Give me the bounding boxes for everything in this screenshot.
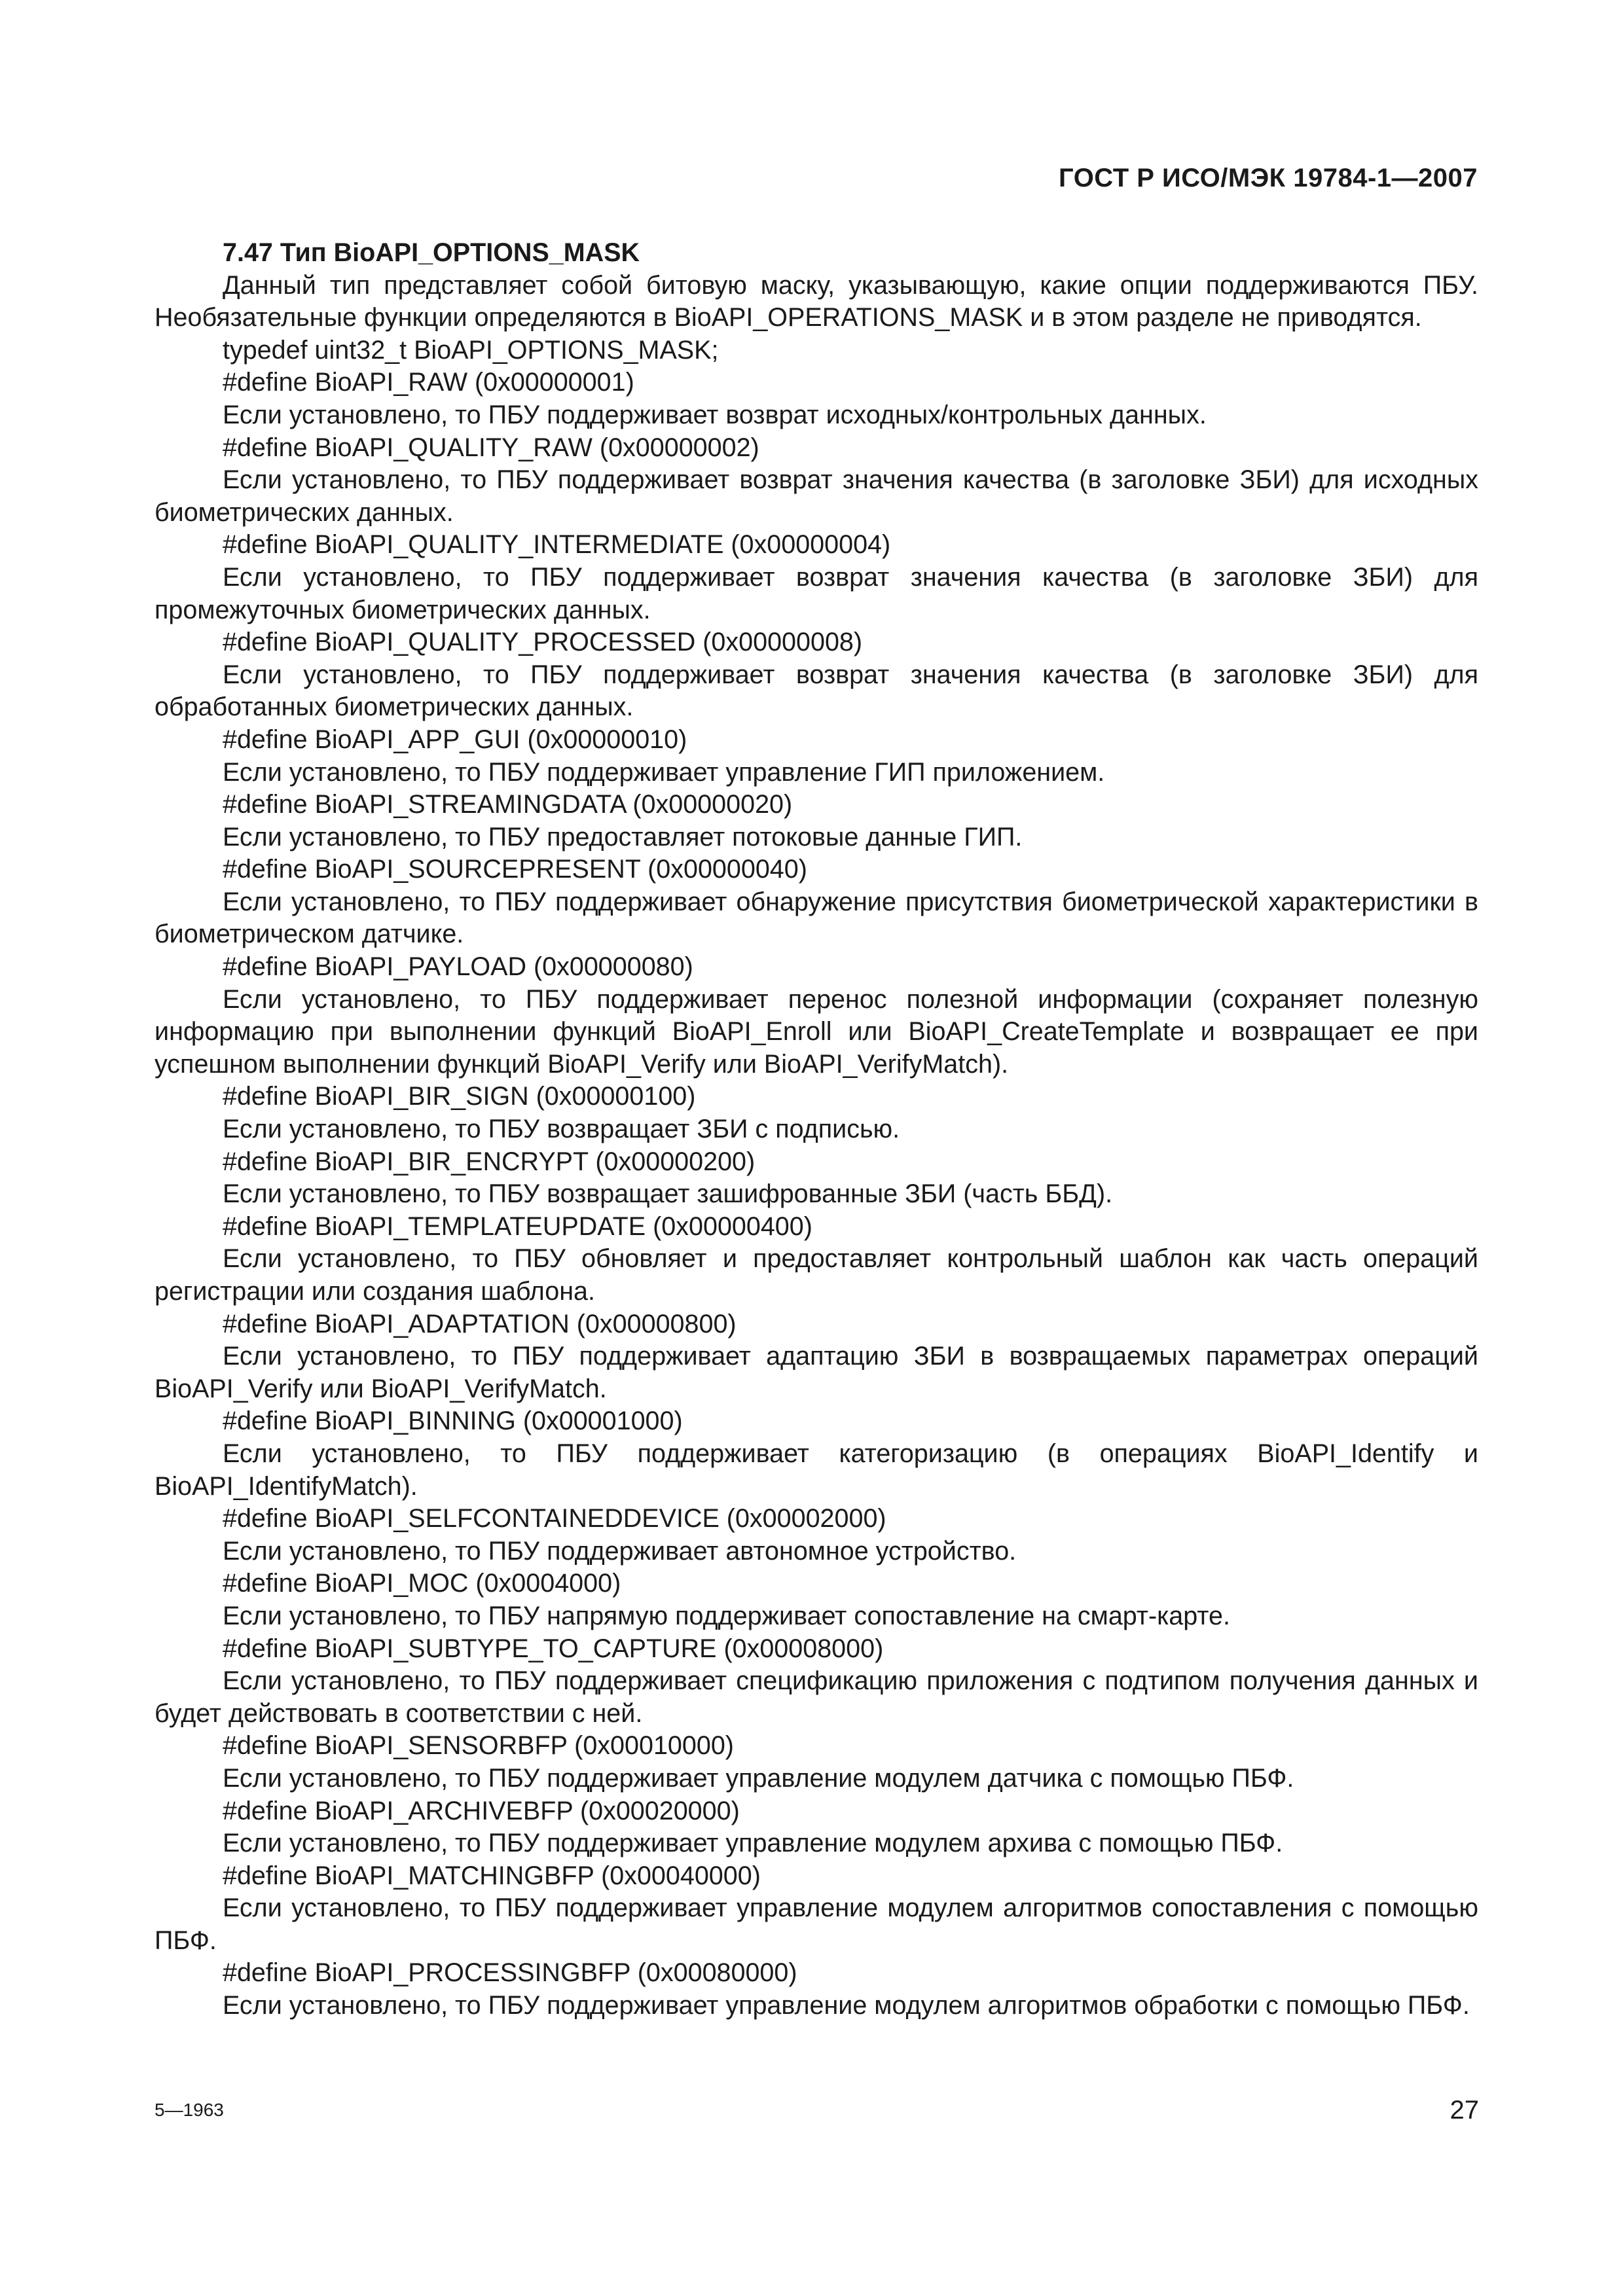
paragraph: Если установлено, то ПБУ поддерживает возврат значения качества (в заголовке ЗБИ) для исходных биометрических данных. [155,465,1478,527]
define-line: #define BioAPI_PAYLOAD (0x00000080) [223,952,693,982]
paragraph: Если установлено, то ПБУ поддерживает возврат значения качества (в заголовке ЗБИ) для промежуточных биометрических данных. [155,562,1478,624]
paragraph: Если установлено, то ПБУ поддерживает обнаружение присутствия биометрической характеристики в биометрическом датчике. [155,887,1478,949]
paragraph: Если установлено, то ПБУ поддерживает управление модулем алгоритмов обработки с помощью ПБФ. [223,1991,1470,2020]
paragraph: Если установлено, то ПБУ возвращает зашифрованные ЗБИ (часть ББД). [223,1179,1113,1209]
define-line: #define BioAPI_MOC (0x0004000) [223,1569,621,1598]
paragraph: Если установлено, то ПБУ поддерживает управление модулем датчика с помощью ПБФ. [223,1763,1294,1793]
define-line: #define BioAPI_BIR_ENCRYPT (0x00000200) [223,1147,756,1176]
define-line: #define BioAPI_ADAPTATION (0x00000800) [223,1309,737,1338]
paragraph: Если установлено, то ПБУ предоставляет потоковые данные ГИП. [223,822,1023,852]
paragraph: Если установлено, то ПБУ напрямую поддерживает сопоставление на смарт-карте. [223,1601,1230,1630]
paragraph: Если установлено, то ПБУ поддерживает управление модулем архива с помощью ПБФ. [223,1829,1283,1858]
paragraph: Если установлено, то ПБУ поддерживает перенос полезной информации (сохраняет полезную информацию при выполнении функций BioAPI_Enroll или BioAPI_CreateTemplate и возвращает ее при успешном выполнении функций BioAPI_Verify или BioAPI_VerifyMatch). [155,984,1478,1079]
paragraph: Если установлено, то ПБУ обновляет и предоставляет контрольный шаблон как часть операций регистрации или создания шаблона. [155,1244,1478,1306]
define-line: #define BioAPI_APP_GUI (0x00000010) [223,725,687,754]
define-line: #define BioAPI_BIR_SIGN (0x00000100) [223,1082,696,1111]
page-number: 27 [1450,2096,1479,2125]
document-body [155,237,1478,2022]
define-line: #define BioAPI_QUALITY_RAW (0x00000002) [223,433,759,462]
paragraph: Если установлено, то ПБУ поддерживает адаптацию ЗБИ в возвращаемых параметрах операций BioAPI_Verify или BioAPI_VerifyMatch. [155,1342,1478,1403]
define-line: #define BioAPI_SELFCONTAINEDDEVICE (0x00002000) [223,1504,886,1534]
define-line: #define BioAPI_RAW (0x00000001) [223,368,634,397]
paragraph: Если установлено, то ПБУ поддерживает автономное устройство. [223,1536,1017,1566]
paragraph: Если установлено, то ПБУ поддерживает управление ГИП приложением. [223,757,1105,787]
define-line: #define BioAPI_TEMPLATEUPDATE (0x00000400) [223,1211,812,1241]
typedef-line: typedef uint32_t BioAPI_OPTIONS_MASK; [223,335,719,365]
define-line: #define BioAPI_QUALITY_INTERMEDIATE (0x00000004) [223,530,891,560]
standard-header: ГОСТ Р ИСО/МЭК 19784-1—2007 [1059,164,1478,192]
define-line: #define BioAPI_SENSORBFP (0x00010000) [223,1731,734,1761]
define-line: #define BioAPI_STREAMINGDATA (0x00000020) [223,790,793,819]
define-line: #define BioAPI_SOURCEPRESENT (0x00000040) [223,855,807,884]
paragraph: Если установлено, то ПБУ поддерживает возврат исходных/контрольных данных. [223,400,1207,429]
define-line: #define BioAPI_QUALITY_PROCESSED (0x00000008) [223,628,863,657]
section-heading: 7.47 Тип BioAPI_OPTIONS_MASK [223,238,640,267]
paragraph: Если установлено, то ПБУ поддерживает спецификацию приложения с подтипом получения данных и будет действовать в соответствии с ней. [155,1666,1478,1728]
define-line: #define BioAPI_ARCHIVEBFP (0x00020000) [223,1796,740,1825]
paragraph: Если установлено, то ПБУ поддерживает управление модулем алгоритмов сопоставления с помощью ПБФ. [155,1893,1478,1955]
define-line: #define BioAPI_PROCESSINGBFP (0x00080000) [223,1958,797,1988]
paragraph: Данный тип представляет собой битовую маску, указывающую, какие опции поддерживаются ПБУ. Необязательные функции определяются в BioAPI_OPERATIONS_MASK и в этом разделе не приводятся. [155,270,1478,332]
footer-print-code: 5—1963 [155,2100,224,2120]
define-line: #define BioAPI_BINNING (0x00001000) [223,1407,683,1436]
paragraph: Если установлено, то ПБУ возвращает ЗБИ с подписью. [223,1115,900,1144]
paragraph: Если установлено, то ПБУ поддерживает возврат значения качества (в заголовке ЗБИ) для обработанных биометрических данных. [155,660,1478,722]
define-line: #define BioAPI_SUBTYPE_TO_CAPTURE (0x00008000) [223,1634,884,1663]
paragraph: Если установлено, то ПБУ поддерживает категоризацию (в операциях BioAPI_Identify и BioAPI_IdentifyMatch). [155,1439,1478,1501]
define-line: #define BioAPI_MATCHINGBFP (0x00040000) [223,1861,761,1890]
